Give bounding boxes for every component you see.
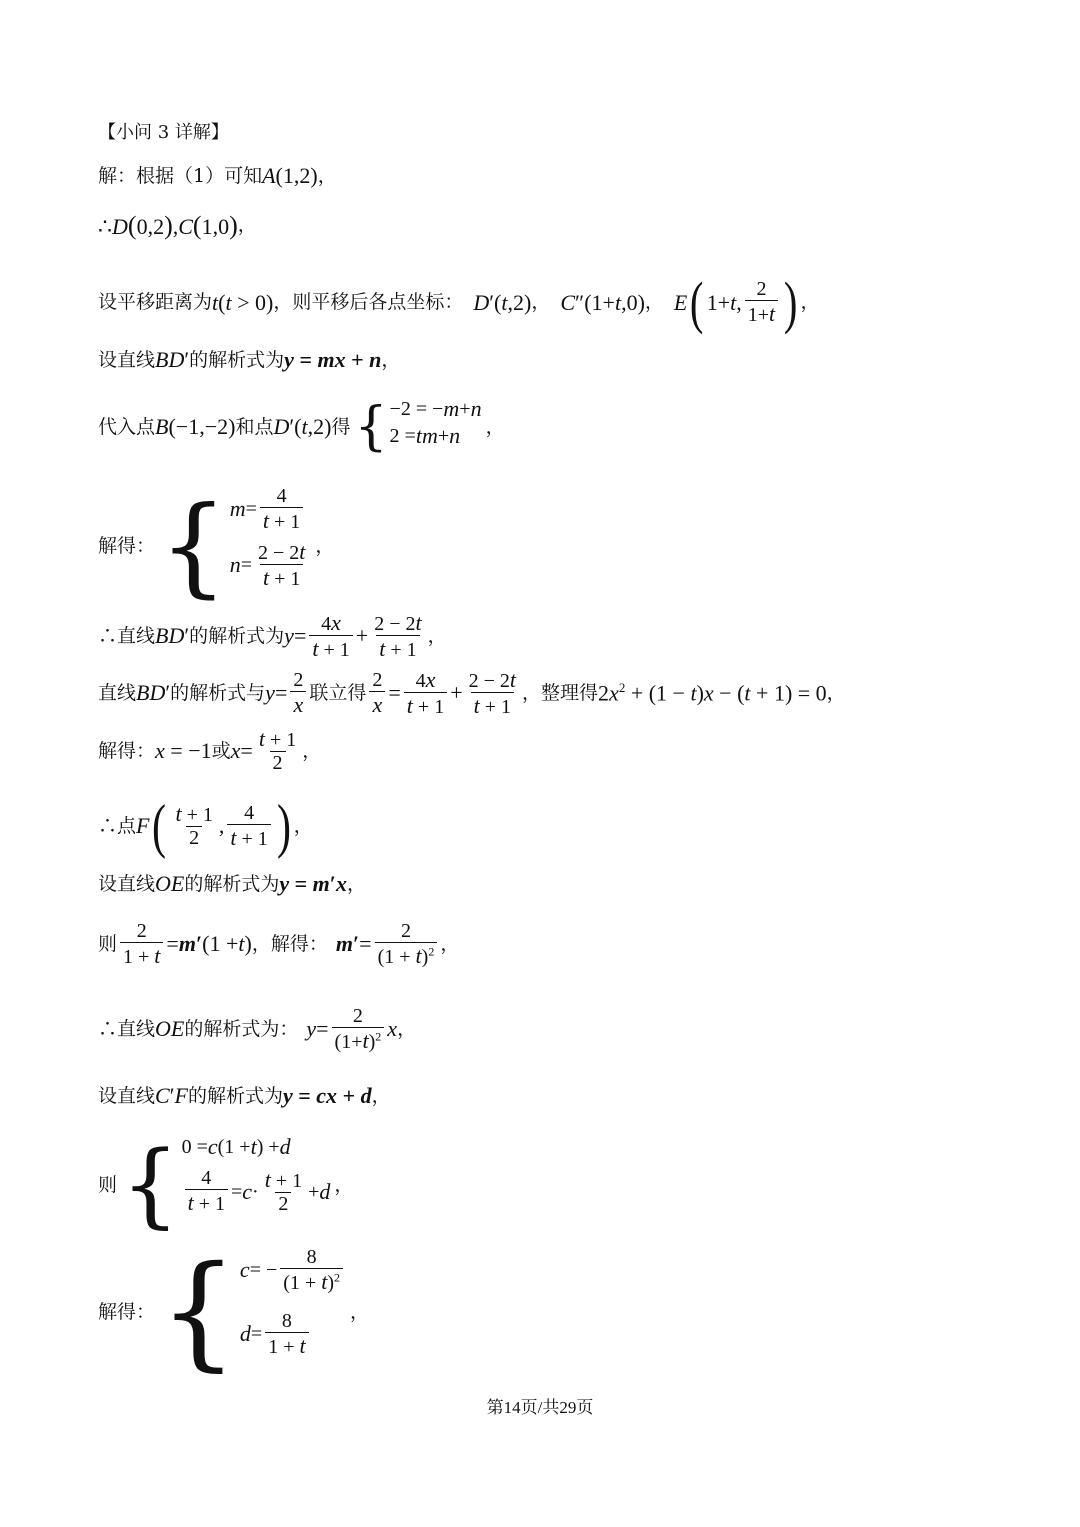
- math: y = cx + d: [282, 1083, 372, 1108]
- solution-line-1: 解：根据（1）可知 A(1,2) ，: [98, 163, 337, 188]
- section-heading: [98, 122, 229, 144]
- text: 则: [98, 1173, 118, 1196]
- math: y = mx + n: [284, 347, 382, 372]
- solution-line-6: 解得： { m = $\frac{4}{t + 1}$ n = $\frac{2 - 2t}{t + 1}$ ，: [98, 482, 334, 612]
- text: 则: [98, 933, 118, 956]
- text: 设平移距离为: [98, 291, 213, 314]
- text: 和点: [235, 415, 274, 438]
- heading-text: 【小问 3 详解】: [98, 122, 229, 143]
- math: t(t > 0): [212, 289, 274, 315]
- equation-system: { −2 = − m + n 2 = tm + n: [354, 396, 482, 457]
- text: 联立得: [309, 682, 367, 705]
- math: F ( $\frac{t + 1}{2}$ , $\frac{4}{t + 1}$ ): [136, 793, 291, 859]
- text: 的解析式为: [189, 348, 285, 371]
- math: D′(t,2): [473, 289, 532, 315]
- solution-line-4: 设直线 BD′ 的解析式为 y = mx + n ，: [98, 347, 401, 372]
- text: ，解得：: [251, 933, 328, 956]
- math: $\frac{2}{x}$ = $\frac{4x}{t + 1}$ + $\frac{2 - 2t}{t + 1}$: [366, 668, 522, 719]
- text: 或: [211, 739, 231, 762]
- math: OE: [155, 1016, 185, 1042]
- page-number: 第14页/共29页: [486, 1398, 594, 1417]
- text: ，则平移后各点坐标：: [273, 291, 464, 314]
- equation-system: { m = $\frac{4}{t + 1}$ n = $\frac{2 - 2t}{t + 1}$: [159, 484, 306, 609]
- math: y = $\frac{2}{(1+t)^2}$ x: [306, 1005, 398, 1053]
- solution-line-11: 设直线 OE 的解析式为 y = m′x ，: [98, 871, 366, 896]
- math: y = $\frac{2}{x}$: [265, 669, 309, 718]
- math: C′F: [155, 1083, 188, 1108]
- equation-system: { c = − $\frac{8}{(1 + t)^2}$ d = $\frac{8}{1 + t}$: [159, 1238, 346, 1387]
- text: 得: [331, 415, 351, 438]
- text: 直线: [98, 682, 137, 705]
- math: y = $\frac{4x}{t + 1}$ + $\frac{2 - 2t}{t + 1}$: [284, 610, 422, 662]
- text: 设直线: [98, 1084, 156, 1107]
- text: ∴直线: [98, 1018, 156, 1041]
- text: 的解析式为：: [184, 1018, 299, 1041]
- math: E ( 1+ t , $\frac{2}{1+t}$ ): [673, 270, 798, 335]
- solution-line-14: 设直线 C′F 的解析式为 y = cx + d ，: [98, 1083, 391, 1108]
- text: 解：根据（1）可知: [98, 164, 263, 187]
- text: 设直线: [98, 348, 156, 371]
- math: A(1,2): [262, 163, 318, 188]
- math: D′(t,2): [273, 414, 332, 439]
- math: C″(1+t,0): [560, 289, 645, 315]
- math: OE: [155, 871, 185, 896]
- text: ∴直线: [98, 625, 156, 648]
- solution-line-10: ∴点 F ( $\frac{t + 1}{2}$ , $\frac{4}{t + 1}$ ) ，: [98, 790, 313, 862]
- page-footer: [0, 1393, 1080, 1418]
- solution-line-15: 则 { 0 = c (1 + t ) + d $\frac{4}{t + 1}$ = c · $\frac{t + 1}{2}$ + d ，: [98, 1130, 353, 1240]
- solution-line-7: ∴直线 BD′ 的解析式为 y = $\frac{4x}{t + 1}$ + $\frac{2 - 2t}{t + 1}$ ，: [98, 610, 447, 662]
- solution-line-12: 则 $\frac{2}{1 + t}$ = m′ (1 + t ) ，解得： m′ = $\frac{2}{(1 + t)^2}$ ，: [98, 920, 460, 968]
- math: x = $\frac{t + 1}{2}$: [230, 726, 297, 775]
- text: 的解析式与: [170, 682, 266, 705]
- text: ∴点: [98, 814, 137, 837]
- text: 设直线: [98, 872, 156, 895]
- math: x = −1: [155, 737, 212, 763]
- text: 代入点: [98, 415, 156, 438]
- text: ，整理得: [522, 682, 599, 705]
- math: BD′: [136, 680, 171, 706]
- equation-system: { 0 = c (1 + t ) + d $\frac{4}{t + 1}$ = c · $\frac{t + 1}{2}$ + d: [121, 1131, 331, 1238]
- math: $\frac{2}{1 + t}$ = m′ (1 + t ): [117, 920, 252, 969]
- math: ∴D(0,2),C(1,0): [98, 211, 238, 240]
- solution-line-3: 设平移距离为 t(t > 0) ，则平移后各点坐标： D′(t,2) ， C″(1+t,0) ， E ( 1+ t , $\frac{2}{1+t}$ ) ，: [98, 268, 819, 338]
- math: BD′: [155, 623, 190, 649]
- math: m′ = $\frac{2}{(1 + t)^2}$: [336, 920, 440, 969]
- solution-line-9: 解得： x = −1 或 x = $\frac{t + 1}{2}$ ，: [98, 726, 322, 775]
- solution-line-2: ∴D(0,2),C(1,0) ，: [98, 211, 257, 240]
- text: 的解析式为: [187, 1084, 283, 1107]
- math: y = m′x: [279, 871, 347, 896]
- math: $2x^2 + (1 - t)x - (t + 1) = 0$: [598, 680, 827, 706]
- solution-line-5: 代入点 B(−1,−2) 和点 D′(t,2) 得 { −2 = − m + n 2 = tm + n ，: [98, 396, 505, 457]
- solution-line-13: ∴直线 OE 的解析式为： y = $\frac{2}{(1+t)^2}$ x ，: [98, 1005, 417, 1053]
- solution-line-8: 直线 BD′ 的解析式与 y = $\frac{2}{x}$ 联立得 $\frac{2}{x}$ = $\frac{4x}{t + 1}$ + $\frac{2 - 2t}{t + 1}$ ，整理得 $2x^2 + (1 - t)x - (t + 1) = 0$ ，: [98, 667, 846, 719]
- text: 的解析式为: [189, 625, 285, 648]
- text: 解得：: [98, 739, 156, 762]
- text: 解得：: [98, 1301, 156, 1323]
- solution-line-16: 解得： { c = − $\frac{8}{(1 + t)^2}$ d = $\frac{8}{1 + t}$ ，: [98, 1238, 369, 1387]
- text: 解得：: [98, 535, 156, 558]
- math: B(−1,−2): [155, 414, 236, 439]
- math: BD′: [155, 347, 190, 372]
- text: 的解析式为: [184, 872, 280, 895]
